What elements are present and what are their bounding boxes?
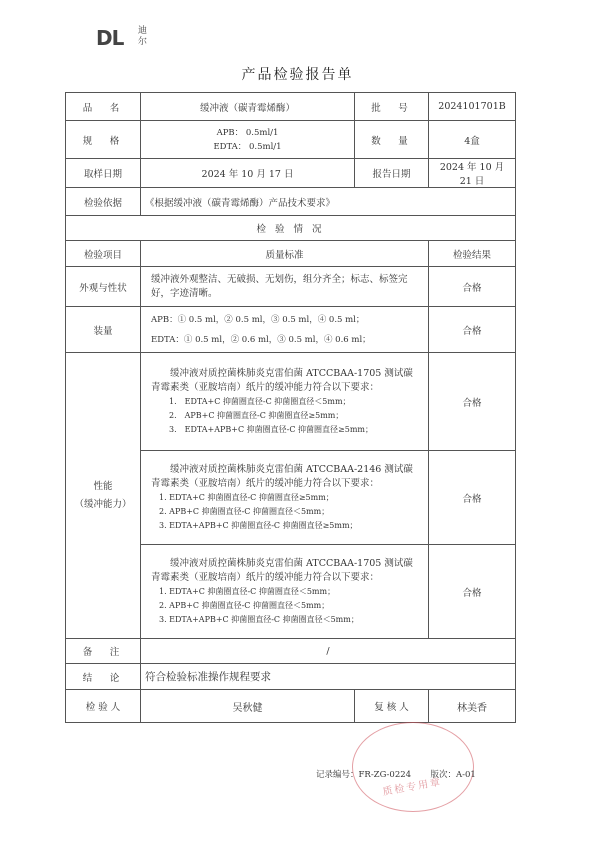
reviewer-label: 复 核 人 xyxy=(355,690,429,723)
inspector-label: 检 验 人 xyxy=(66,690,141,723)
fill-std xyxy=(141,307,429,353)
perf1-item-3: 3. EDTA+APB+C 抑菌圈直径-C 抑菌圈直径≥5mm； xyxy=(169,424,374,434)
appearance-result: 合格 xyxy=(429,267,516,307)
appearance-std: 缓冲液外观整洁、无破损、无划伤，组分齐全；标志、标签完好，字迹清晰。 xyxy=(141,267,429,307)
table-row xyxy=(66,639,516,664)
record-info xyxy=(316,768,476,780)
appearance-label: 外观与性状 xyxy=(66,267,141,307)
perf2-item-1: 1. EDTA+C 抑菌圈直径-C 抑菌圈直径≥5mm； xyxy=(159,492,334,502)
perf1-item-1: 1. EDTA+C 抑菌圈直径-C 抑菌圈直径＜5mm； xyxy=(169,396,351,406)
quality-stamp xyxy=(352,722,474,812)
perf3-item-1: 1. EDTA+C 抑菌圈直径-C 抑菌圈直径＜5mm； xyxy=(159,586,336,596)
table-row xyxy=(66,267,516,307)
remark-label: 备 注 xyxy=(66,639,141,664)
product-label: 品 名 xyxy=(66,93,141,121)
perf3-text: 缓冲液对质控菌株肺炎克雷伯菌 ATCCBAA-1705 测试碳青霉素类（亚胺培南）纸片的缓冲能力符合以下要求： xyxy=(151,557,413,583)
perf-label-1: 性能 xyxy=(93,480,113,492)
report-date-label: 报告日期 xyxy=(355,159,429,188)
version-label: 版次： xyxy=(430,770,456,780)
perf1-text: 缓冲液对质控菌株肺炎克雷伯菌 ATCCBAA-1705 测试碳青霉素类（亚胺培南）纸片的缓冲能力符合以下要求： xyxy=(151,367,413,393)
logo-cn-top: 迪 xyxy=(138,26,148,36)
spec-value xyxy=(141,121,355,159)
fill-label: 装量 xyxy=(66,307,141,353)
logo-mark: DL xyxy=(96,26,124,50)
page-title: 产品检验报告单 xyxy=(241,67,354,83)
report-table xyxy=(65,92,516,723)
qty-value: 4盒 xyxy=(429,121,516,159)
perf2-result: 合格 xyxy=(429,451,516,545)
perf3-item-3: 3. EDTA+APB+C 抑菌圈直径-C 抑菌圈直径＜5mm； xyxy=(159,614,359,624)
fill-result: 合格 xyxy=(429,307,516,353)
reviewer-signature: 林美香 xyxy=(429,690,516,723)
fill-line-2: EDTA：① 0.5 ml，② 0.6 ml，③ 0.5 ml，④ 0.6 ml； xyxy=(151,334,371,345)
table-row xyxy=(66,690,516,723)
perf2-item-3: 3. EDTA+APB+C 抑菌圈直径-C 抑菌圈直径≥5mm； xyxy=(159,520,358,530)
spec-line-1: APB： 0.5ml/1 xyxy=(216,127,279,138)
conclusion-value: 符合检验标准操作规程要求 xyxy=(141,664,516,690)
basis-label: 检验依据 xyxy=(66,188,141,216)
spec-label: 规 格 xyxy=(66,121,141,159)
table-row xyxy=(66,93,516,121)
perf-label xyxy=(66,353,141,639)
logo-cn xyxy=(138,26,150,48)
batch-value: 2024101701B xyxy=(429,93,516,121)
logo-cn-bottom: 尔 xyxy=(138,37,148,47)
spec-line-2: EDTA： 0.5ml/1 xyxy=(213,141,282,152)
table-row xyxy=(66,188,516,216)
stamp-text: 质检专用章 xyxy=(381,776,443,799)
record-value: FR-ZG-0224 xyxy=(358,770,412,780)
perf1-std xyxy=(141,353,429,451)
table-row xyxy=(66,307,516,353)
perf1-item-2: 2. APB+C 抑菌圈直径-C 抑菌圈直径≥5mm； xyxy=(169,410,344,420)
col-item-header: 检验项目 xyxy=(66,241,141,267)
perf1-result: 合格 xyxy=(429,353,516,451)
table-row xyxy=(66,353,516,451)
inspector-signature: 吴秋健 xyxy=(141,690,355,723)
qty-label: 数 量 xyxy=(355,121,429,159)
conclusion-label: 结 论 xyxy=(66,664,141,690)
remark-value: / xyxy=(141,639,516,664)
table-row xyxy=(66,216,516,241)
table-row xyxy=(66,159,516,188)
section-header: 检 验 情 况 xyxy=(66,216,516,241)
table-row xyxy=(66,241,516,267)
perf3-item-2: 2. APB+C 抑菌圈直径-C 抑菌圈直径＜5mm； xyxy=(159,600,330,610)
basis-value: 《根据缓冲液（碳青霉烯酶）产品技术要求》 xyxy=(141,188,516,216)
perf3-result: 合格 xyxy=(429,545,516,639)
perf2-std xyxy=(141,451,429,545)
table-row xyxy=(66,121,516,159)
product-value: 缓冲液（碳青霉烯酶） xyxy=(141,93,355,121)
batch-label: 批 号 xyxy=(355,93,429,121)
perf2-text: 缓冲液对质控菌株肺炎克雷伯菌 ATCCBAA-2146 测试碳青霉素类（亚胺培南）纸片的缓冲能力符合以下要求： xyxy=(151,463,413,489)
sample-date-label: 取样日期 xyxy=(66,159,141,188)
perf-label-2: （缓冲能力） xyxy=(74,498,132,510)
report-date-value: 2024 年 10 月 21 日 xyxy=(429,159,516,188)
company-logo xyxy=(96,26,156,50)
perf3-std xyxy=(141,545,429,639)
sample-date-value: 2024 年 10 月 17 日 xyxy=(141,159,355,188)
col-std-header: 质量标准 xyxy=(141,241,429,267)
version-value: A-01 xyxy=(455,770,476,780)
col-result-header: 检验结果 xyxy=(429,241,516,267)
record-label: 记录编号： xyxy=(316,770,359,780)
table-row xyxy=(66,664,516,690)
perf2-item-2: 2. APB+C 抑菌圈直径-C 抑菌圈直径＜5mm； xyxy=(159,506,330,516)
fill-line-1: APB：① 0.5 ml，② 0.5 ml，③ 0.5 ml，④ 0.5 ml； xyxy=(151,314,365,325)
